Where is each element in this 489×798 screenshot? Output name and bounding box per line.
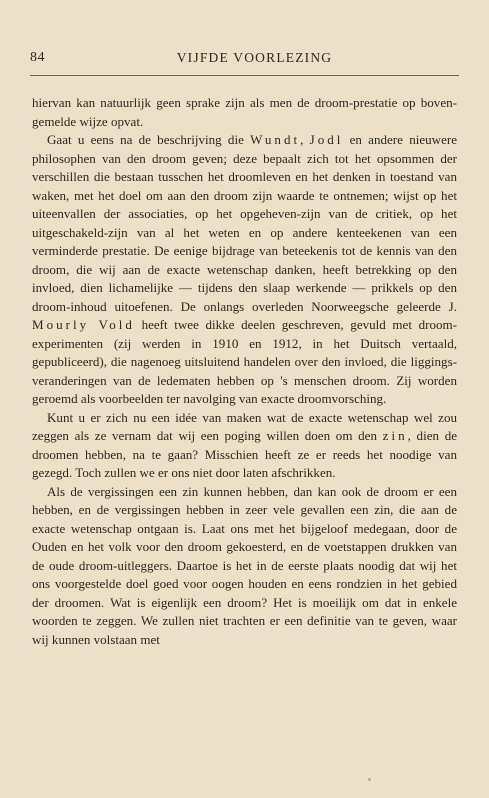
paragraph-2 <box>32 131 457 409</box>
emphasis-zin: zin <box>382 428 408 443</box>
paragraph-1 <box>32 94 457 131</box>
body-text <box>32 94 457 649</box>
paragraph-2-text-a: Gaat u eens na de beschrijving die <box>47 132 244 147</box>
author-name-jodl: Jodl <box>309 132 344 147</box>
author-name-wundt: Wundt <box>250 132 301 147</box>
paragraph-2-text-d: heeft twee dikke deelen geschreven, gevuld met droom-experimenten (zij werden in 1910 en 1912, in het Duitsch vertaald, gepubliceerd), die nagenoeg uitsluitend handelen over den invloed, die liggings-veranderingen van de ledematen hebben op 's menschen droom. Zij worden geroemd als voorbeelden ter navolging van exacte droomvorsching. <box>32 317 457 406</box>
paragraph-4-text: Als de vergissingen een zin kunnen hebben, dan kan ook de droom er een hebben, en de vergissingen hebben in zeer vele gevallen een zin, die aan de exacte wetenschap ontgaan is. Laat ons met het bijgeloof medegaan, door de Ouden en het volk voor den droom gekoesterd, en de voetstappen drukken van de oude droom-uitleggers. Daartoe is het in de eerste plaats noodig dat wij het ons voorgestelde doel goed voor oogen houden en eens rondzien in het gebied der droomen. Wat is eigenlijk een droom? Het is moeilijk om dat in enkele woorden te zeggen. We zullen niet trachten er een definitie van te geven, waar wij kunnen volstaan met <box>32 483 457 647</box>
page-number: 84 <box>30 50 45 65</box>
paragraph-3 <box>32 409 457 483</box>
paragraph-3-text-b: , dien de droomen hebben, na te gaan? Misschien heeft ze er reeds het noodige van gezegd. Toch zullen we er ons niet door laten afschrikken. <box>32 428 458 480</box>
running-title: VIJFDE VOORLEZING <box>176 50 333 65</box>
paragraph-3-text-a: Kunt u er zich nu een idée van maken wat de exacte wetenschap wel zou zeggen als ze vernam dat wij een poging willen doen om den <box>32 409 457 443</box>
paragraph-4 <box>32 483 457 650</box>
paragraph-2-text-c: en andere nieuwere philosophen van den droom geven; deze bepaalt zich tot het opsommen der verschillen die bestaan tusschen het droomleven en het denken in toestand van waken, met het doel om aan den droom zijn waarde te ontnemen; wijst op het uiteenvallen der associaties, op het opgeheven-zijn van de critiek, op het uitgeschakeld-zijn van al het weten en op andere kenteekenen van een verminderde prestatie. De eenige bijdrage van beteekenis tot de kennis van den droom, die wij aan de exacte wetenschap danken, heeft betrekking op den invloed, dien lichamelijke — tijdens den slaap werkende — prikkels op den droom-inhoud uitoefenen. De onlangs overleden Noorweegsche geleerde J. <box>32 132 458 314</box>
page-header <box>30 50 459 70</box>
paragraph-1-text: hiervan kan natuurlijk geen sprake zijn als men de droom-prestatie op boven-gemelde wijze opvat. <box>32 95 457 129</box>
paragraph-2-comma: , <box>300 132 304 147</box>
paper-speck <box>368 778 371 781</box>
header-rule <box>30 75 459 76</box>
author-name-mourly-vold: Mourly Vold <box>32 317 135 332</box>
